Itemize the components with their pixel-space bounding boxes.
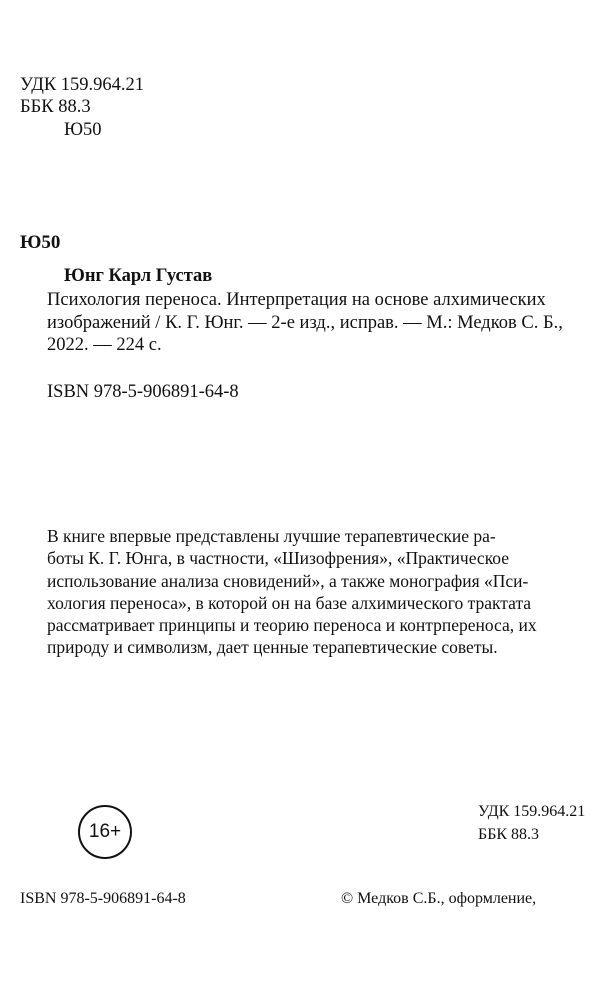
isbn-bottom: ISBN 978-5-906891-64-8 — [20, 890, 186, 907]
bbk-code-bottom: ББК 88.3 — [478, 826, 540, 843]
bbk-code: ББК 88.3 — [20, 97, 91, 117]
annotation-line: природу и символизм, дает ценные терапевтические советы. — [47, 637, 498, 657]
annotation-line: рассматривает принципы и теорию переноса и контрпереноса, их — [47, 615, 537, 635]
bibliographic-description-line: изображений / К. Г. Юнг. — 2-е изд., исправ. — М.: Медков С. Б., — [47, 313, 563, 333]
author-mark-bold: Ю50 — [20, 232, 61, 253]
isbn: ISBN 978-5-906891-64-8 — [47, 382, 239, 402]
author-name: Юнг Карл Густав — [64, 266, 213, 286]
udk-code: УДК 159.964.21 — [20, 75, 145, 95]
author-mark: Ю50 — [64, 120, 102, 140]
annotation-line: В книге впервые представлены лучшие терапевтические ра- — [47, 526, 496, 546]
annotation-line: использование анализа сновидений», а также монография «Пси- — [47, 571, 529, 591]
annotation-line: боты К. Г. Юнга, в частности, «Шизофрения», «Практическое — [47, 548, 510, 568]
annotation-line: хология переноса», в которой он на базе алхимического трактата — [47, 593, 532, 613]
udk-code-bottom: УДК 159.964.21 — [478, 803, 586, 820]
copyright-notice: © Медков С.Б., оформление, — [341, 890, 537, 907]
bibliographic-description-line: Психология переноса. Интерпретация на основе алхимических — [47, 290, 546, 310]
age-rating-badge: 16+ — [78, 805, 132, 859]
bibliographic-description-line: 2022. — 224 с. — [47, 335, 162, 355]
